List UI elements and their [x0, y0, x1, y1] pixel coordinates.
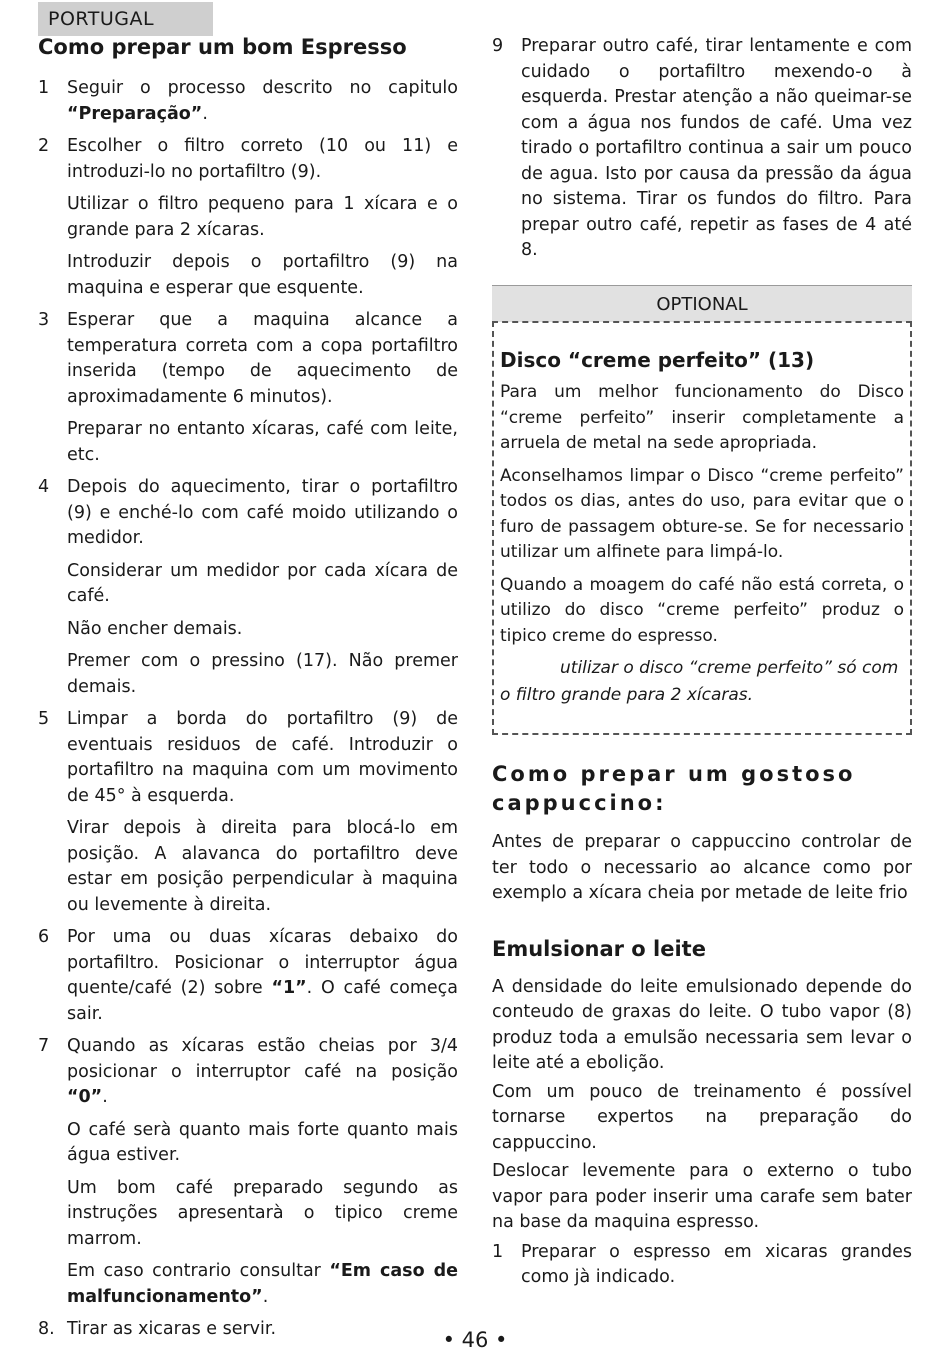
milk-paragraph: Deslocar levemente para o externo o tubo vapor para poder inserir uma carafe sem bater na base da maquina espresso. — [492, 1161, 912, 1232]
note-emphasis: “Em caso de malfuncionamento” — [67, 1261, 458, 1307]
step-text: Seguir o processo descrito no capitulo — [67, 78, 458, 98]
step-text: Por uma ou duas xícaras debaixo do portafiltro. Posicionar o interruptor água quente/café (2) sobre — [67, 927, 458, 998]
step-number: 3 — [38, 310, 50, 330]
step-note: Considerar um medidor por cada xícara de café. — [67, 560, 458, 606]
step-note: Premer com o pressino (17). Não premer demais. — [67, 651, 458, 697]
step-text: Preparar o espresso em xicaras grandes como jà indicado. — [521, 1241, 912, 1287]
step-number: 9 — [492, 36, 504, 56]
cappuccino-section — [492, 760, 912, 1291]
step-number: 8. — [38, 1319, 55, 1339]
cappuccino-paragraph: Antes de preparar o cappuccino controlar de ter todo o necessario ao alcance como por exemplo a xícara cheia por metade de leite frio — [492, 832, 912, 903]
disco-paragraph: Aconselhamos limpar o Disco “creme perfeito” todos os dias, antes do uso, para evitar que o furo de passagem obture-se. Se for necessario utilizar um alfinete para limpá-lo. — [500, 465, 904, 562]
step-9-item — [492, 34, 912, 264]
step-text: Limpar a borda do portafiltro (9) de eventuais residuos de café. Introduzir o portafiltro na maquina com um movimento de 45° à esquerda. — [67, 709, 458, 806]
step-punct: . — [102, 1087, 108, 1107]
espresso-steps — [38, 76, 458, 1343]
step-2 — [38, 134, 458, 185]
step-number: 1 — [492, 1241, 504, 1262]
optional-header: OPTIONAL — [492, 285, 912, 322]
step-note: Um bom café preparado segundo as instruções apresentarà o tipico creme marrom. — [67, 1177, 458, 1249]
disco-title: Disco “creme perfeito” (13) — [500, 348, 815, 372]
step-9 — [492, 34, 912, 264]
disco-paragraph: Quando a moagem do café não está correta, o utilizo do disco “creme perfeito” produz o tipico creme do espresso. — [500, 574, 904, 646]
step-note: Utilizar o filtro pequeno para 1 xícara e o grande para 2 xícaras. — [67, 194, 458, 240]
step-number: 7 — [38, 1036, 50, 1056]
milk-paragraph: Com um pouco de treinamento é possível tornarse expertos na preparação do cappuccino. — [492, 1081, 912, 1153]
cappuccino-title: Como prepar um gostoso cappuccino: — [492, 762, 856, 815]
language-tab: PORTUGAL — [38, 2, 213, 36]
step-text: Escolher o filtro correto (10 ou 11) e introduzi-lo no portafiltro (9). — [67, 136, 458, 182]
step-number: 1 — [38, 78, 50, 98]
step-emphasis: “1” — [271, 978, 307, 998]
step-emphasis: “Preparação” — [67, 103, 203, 124]
step-punct: . — [202, 103, 208, 124]
step-3 — [38, 308, 458, 410]
step-4 — [38, 475, 458, 552]
milk-step-1 — [492, 1240, 912, 1291]
step-text: Preparar outro café, tirar lentamente e com cuidado o portafiltro mexendo-o à esquerda. Prestar atenção a não queimar-se com a água nos fundos de café. Uma vez tirado o portafiltro continua a sair um pouco de agua. Isto por causa da pressão da água no sistema. Tirar os fundos do filtro. Para prepar outro café, repetir as fases de 4 até 8. — [521, 36, 912, 260]
step-note: Não encher demais. — [67, 618, 243, 639]
step-note: Preparar no entanto xícaras, café com leite, etc. — [67, 419, 458, 465]
optional-box — [500, 348, 904, 709]
step-number: 2 — [38, 136, 50, 156]
step-number: 4 — [38, 477, 50, 497]
step-text: Tirar as xicaras e servir. — [67, 1319, 277, 1339]
step-note: O café serà quanto mais forte quanto mais água estiver. — [67, 1119, 458, 1165]
step-6 — [38, 925, 458, 1027]
step-text-after: . O café começa sair. — [67, 978, 458, 1024]
step-number: 6 — [38, 927, 50, 947]
step-note — [38, 1259, 458, 1310]
step-text: Quando as xícaras estão cheias por 3/4 posicionar o interruptor café na posição — [67, 1036, 458, 1082]
step-number: 5 — [38, 709, 50, 729]
espresso-title: Como prepar um bom Espresso — [38, 35, 407, 59]
disco-paragraph: Para um melhor funcionamento do Disco “creme perfeito” inserir completamente a arruela de metal na sede apropriada. — [500, 382, 904, 453]
step-emphasis: “0” — [67, 1087, 103, 1107]
step-text: Depois do aquecimento, tirar o portafiltro (9) e enché-lo com café moido utilizando o medidor. — [67, 477, 458, 548]
step-note: Virar depois à direita para blocá-lo em posição. A alavanca do portafiltro deve estar em posição perpendicular à maquina ou levemente à direita. — [67, 818, 458, 915]
step-text: Esperar que a maquina alcance a temperatura correta com a copa portafiltro inserida (tempo de aquecimento de aproximadamente 6 minutos). — [67, 310, 458, 407]
note-punct: . — [262, 1286, 269, 1307]
disco-note: utilizar o disco “creme perfeito” só com o filtro grande para 2 xícaras. — [500, 658, 899, 705]
step-1 — [38, 76, 458, 127]
step-7 — [38, 1034, 458, 1111]
milk-paragraph: A densidade do leite emulsionado depende do conteudo de graxas do leite. O tubo vapor (8) produz toda a emulsão necessaria sem levar o leite até a ebolição. — [492, 976, 912, 1073]
step-5 — [38, 707, 458, 809]
step-note: Introduzir depois o portafiltro (9) na maquina e esperar que esquente. — [67, 252, 458, 298]
milk-title: Emulsionar o leite — [492, 936, 706, 961]
note-text: Em caso contrario consultar — [67, 1261, 330, 1281]
page-number: • 46 • — [442, 1328, 508, 1352]
